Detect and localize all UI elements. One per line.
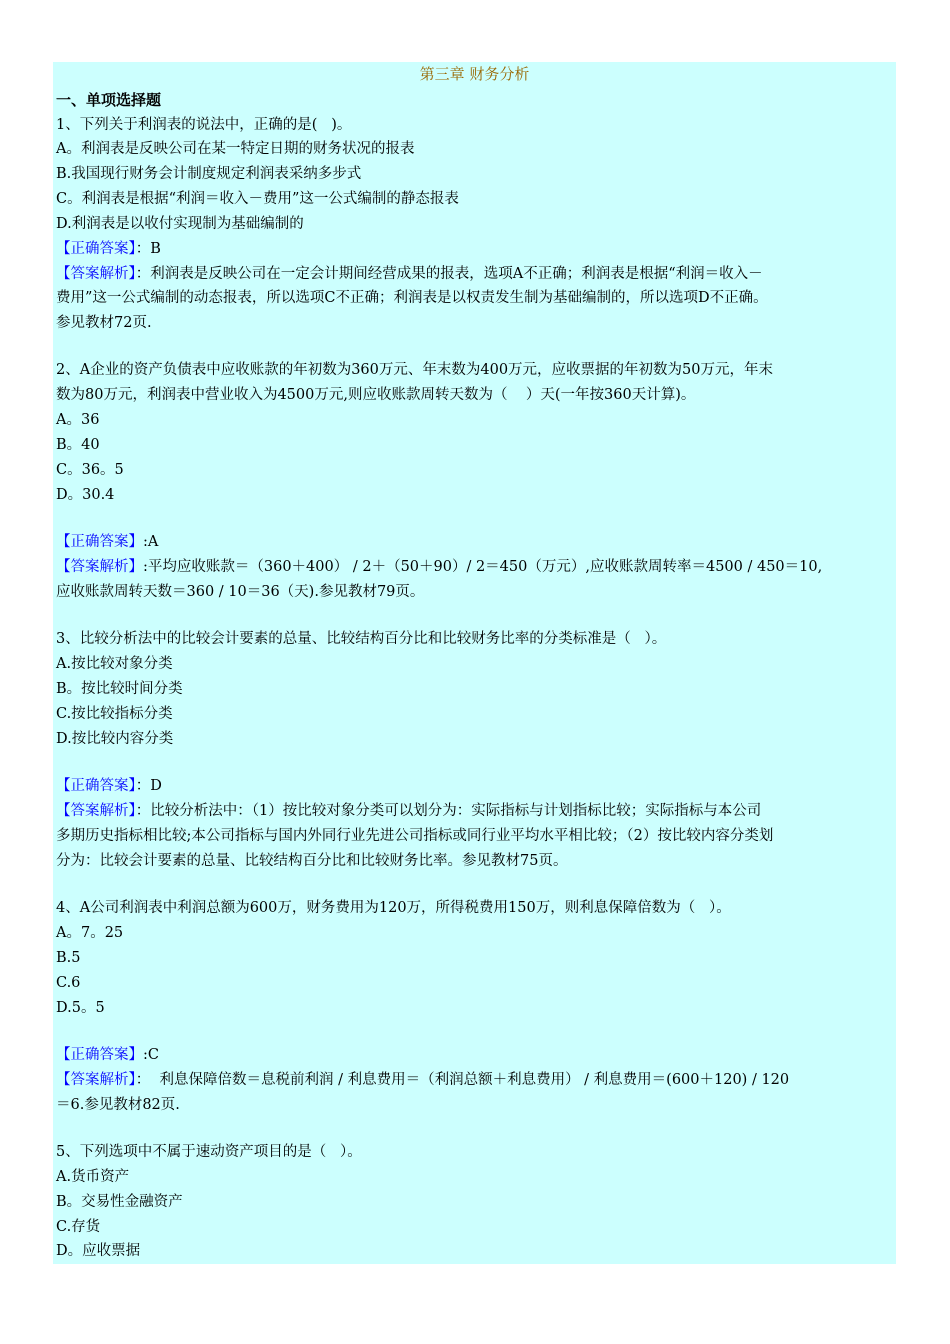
- q4-option-b: B.5: [56, 950, 81, 966]
- q2-explanation-line-1: :平均应收账款＝（360＋400） / 2＋（50＋90）/ 2＝450（万元）,应收账款周转率＝4500 / 450＝10,: [143, 559, 823, 575]
- q1-answer: [56, 237, 161, 262]
- q2-explanation-line-2: 应收账款周转天数＝360 / 10＝36（天).参见教材79页。: [56, 584, 425, 600]
- q2-option-c: C。36。5: [56, 462, 124, 478]
- section-heading: 一、单项选择题: [56, 91, 162, 109]
- q5-option-c: C.存货: [56, 1219, 101, 1235]
- q3-option-b: B。按比较时间分类: [56, 681, 183, 697]
- q4-stem: 4、A公司利润表中利润总额为600万，财务费用为120万，所得税费用150万，则利息保障倍数为（ ）。: [56, 900, 731, 916]
- q5-option-d: D。应收票据: [56, 1243, 141, 1259]
- q1-explanation-line-2: 费用”这一公式编制的动态报表，所以选项C不正确；利润表是以权责发生制为基础编制的，所以选项D不正确。: [56, 290, 768, 306]
- q1-explanation: [56, 262, 763, 287]
- q3-explanation-line-3: 分为：比较会计要素的总量、比较结构百分比和比较财务比率。参见教材75页。: [56, 853, 568, 869]
- q1-explanation-line-3: 参见教材72页.: [56, 315, 152, 331]
- q2-option-a: A。36: [56, 412, 100, 428]
- q4-answer: [56, 1043, 159, 1068]
- q4-answer-value: :C: [143, 1047, 159, 1063]
- answer-label: 【正确答案】: [56, 778, 136, 794]
- q3-option-d: D.按比较内容分类: [56, 731, 174, 747]
- q2-answer: [56, 530, 158, 555]
- q4-option-a: A。7。25: [56, 925, 124, 941]
- q2-stem-line-2: 数为80万元，利润表中营业收入为4500万元,则应收账款周转天数为（ ）天(一年按360天计算)。: [56, 387, 696, 403]
- q4-option-d: D.5。5: [56, 1000, 105, 1016]
- q1-option-b: B.我国现行财务会计制度规定利润表采纳多步式: [56, 166, 362, 182]
- q1-option-a: A。利润表是反映公司在某一特定日期的财务状况的报表: [56, 141, 415, 157]
- q4-explanation-line-2: ＝6.参见教材82页.: [56, 1097, 180, 1113]
- q5-stem: 5、下列选项中不属于速动资产项目的是（ ）。: [56, 1144, 362, 1160]
- q3-stem: 3、比较分析法中的比较会计要素的总量、比较结构百分比和比较财务比率的分类标准是（ ）。: [56, 631, 667, 647]
- q4-option-c: C.6: [56, 975, 81, 991]
- q1-answer-value: ：B: [135, 241, 161, 257]
- q1-explanation-line-1: ：利润表是反映公司在一定会计期间经营成果的报表，选项A不正确；利润表是根据“利润＝收入－: [135, 266, 763, 282]
- q5-option-a: A.货币资产: [56, 1169, 130, 1185]
- q3-answer: [56, 774, 162, 799]
- answer-label: 【正确答案】: [56, 241, 136, 257]
- q2-option-d: D。30.4: [56, 487, 115, 503]
- q1-stem: 1、下列关于利润表的说法中，正确的是( )。: [56, 117, 352, 133]
- q3-explanation-line-1: ：比较分析法中：（1）按比较对象分类可以划分为：实际指标与计划指标比较；实际指标与本公司: [135, 803, 762, 819]
- q3-answer-value: ：D: [135, 778, 162, 794]
- q3-option-a: A.按比较对象分类: [56, 656, 173, 672]
- q1-option-c: C。利润表是根据“利润＝收入－费用”这一公式编制的静态报表: [56, 191, 459, 207]
- q5-option-b: B。交易性金融资产: [56, 1194, 183, 1210]
- document-page: [53, 62, 896, 1264]
- answer-label: 【正确答案】: [56, 1047, 143, 1063]
- answer-label: 【正确答案】: [56, 534, 143, 550]
- explanation-label: 【答案解析】: [56, 803, 136, 819]
- explanation-label: 【答案解析】: [56, 1072, 136, 1088]
- q3-option-c: C.按比较指标分类: [56, 706, 173, 722]
- q3-explanation-line-2: 多期历史指标相比较;本公司指标与国内外同行业先进公司指标或同行业平均水平相比较；（2）按比较内容分类划: [56, 828, 774, 844]
- q4-explanation-line-1: ： 利息保障倍数＝息税前利润 / 利息费用＝（利润总额＋利息费用） / 利息费用＝(600＋120) / 120: [135, 1072, 790, 1088]
- explanation-label: 【答案解析】: [56, 559, 143, 575]
- q2-answer-value: :A: [143, 534, 159, 550]
- q1-option-d: D.利润表是以收付实现制为基础编制的: [56, 216, 304, 232]
- q4-explanation: [56, 1068, 789, 1093]
- q2-explanation: [56, 555, 822, 580]
- chapter-title: 第三章 财务分析: [419, 65, 530, 83]
- q3-explanation: [56, 799, 761, 824]
- q2-option-b: B。40: [56, 437, 100, 453]
- explanation-label: 【答案解析】: [56, 266, 136, 282]
- q2-stem-line-1: 2、A企业的资产负债表中应收账款的年初数为360万元、年末数为400万元，应收票据的年初数为50万元，年末: [56, 362, 773, 378]
